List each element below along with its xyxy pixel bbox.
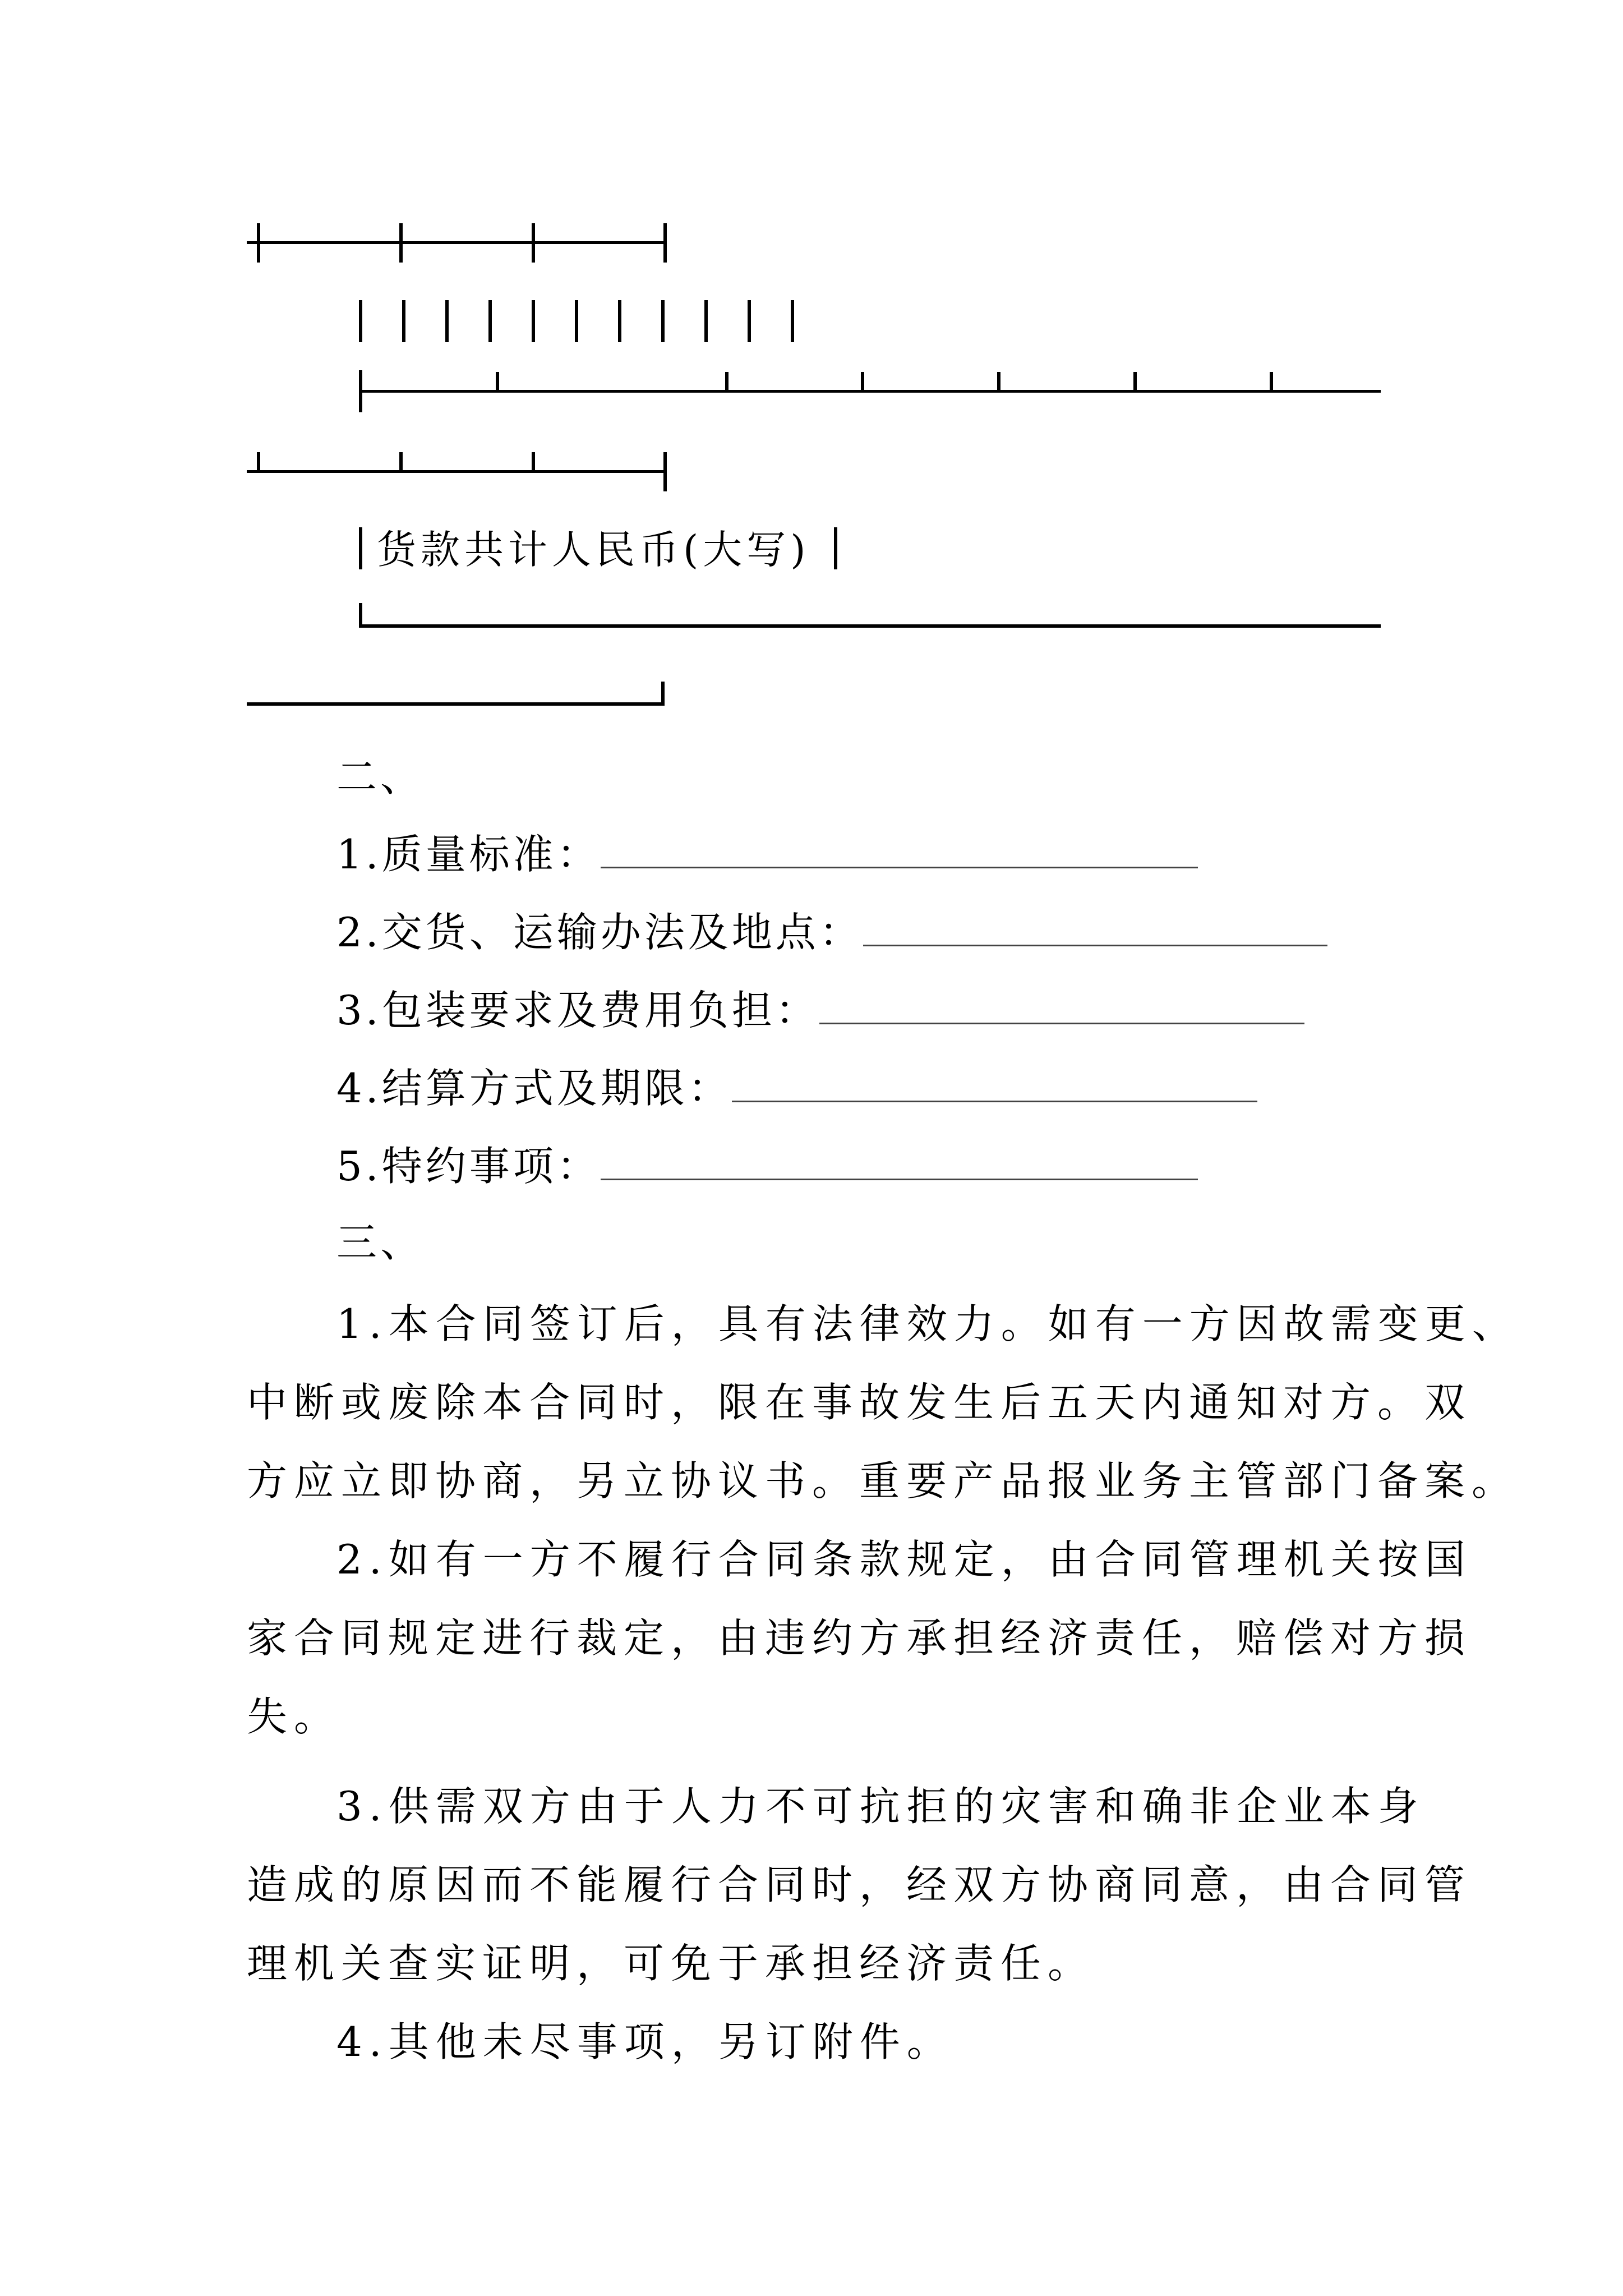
field-label: 4.结算方式及期限： xyxy=(336,1065,732,1112)
clause-1-line-3: 方应立即协商，另立协议书。重要产品报业务主管部门备案。 xyxy=(247,1457,1519,1504)
field-label: 5.特约事项： xyxy=(336,1143,601,1190)
settlement-method-blank[interactable] xyxy=(732,1067,1257,1102)
delivery-transport-field xyxy=(336,904,1327,960)
quality-standard-field xyxy=(336,826,1198,882)
clause-3-line-3: 理机关查实证明，可免于承担经济责任。 xyxy=(247,1940,1095,1987)
section-2-heading: 二、 xyxy=(336,753,425,800)
quality-standard-blank[interactable] xyxy=(601,833,1198,868)
clause-3-line-1: 3.供需双方由于人力不可抗拒的灾害和确非企业本身 xyxy=(336,1783,1425,1830)
section-3-heading: 三、 xyxy=(336,1219,425,1266)
clause-3-line-2: 造成的原因而不能履行合同时，经双方协商同意，由合同管 xyxy=(247,1861,1472,1908)
clause-2-line-1: 2.如有一方不履行合同条款规定，由合同管理机关按国 xyxy=(336,1536,1472,1583)
clause-4-line-1: 4.其他未尽事项，另订附件。 xyxy=(336,2018,954,2065)
packaging-cost-field xyxy=(336,982,1304,1038)
field-label: 2.交货、运输办法及地点： xyxy=(336,909,863,956)
settlement-method-field xyxy=(336,1060,1257,1116)
field-label: 3.包装要求及费用负担： xyxy=(336,987,819,1034)
delivery-transport-blank[interactable] xyxy=(863,911,1327,946)
packaging-cost-blank[interactable] xyxy=(819,989,1304,1024)
clause-1-line-2: 中断或废除本合同时，限在事故发生后五天内通知对方。双 xyxy=(247,1379,1472,1426)
clause-1-line-1: 1.本合同签订后，具有法律效力。如有一方因故需变更、 xyxy=(336,1300,1519,1347)
clause-2-line-3: 失。 xyxy=(247,1693,342,1740)
special-terms-field xyxy=(336,1138,1198,1194)
clause-2-line-2: 家合同规定进行裁定，由违约方承担经济责任，赔偿对方损 xyxy=(247,1614,1472,1662)
field-label: 1.质量标准： xyxy=(336,831,601,878)
special-terms-blank[interactable] xyxy=(601,1145,1198,1180)
table-total-label: 货款共计人民币(大写) xyxy=(377,527,810,573)
